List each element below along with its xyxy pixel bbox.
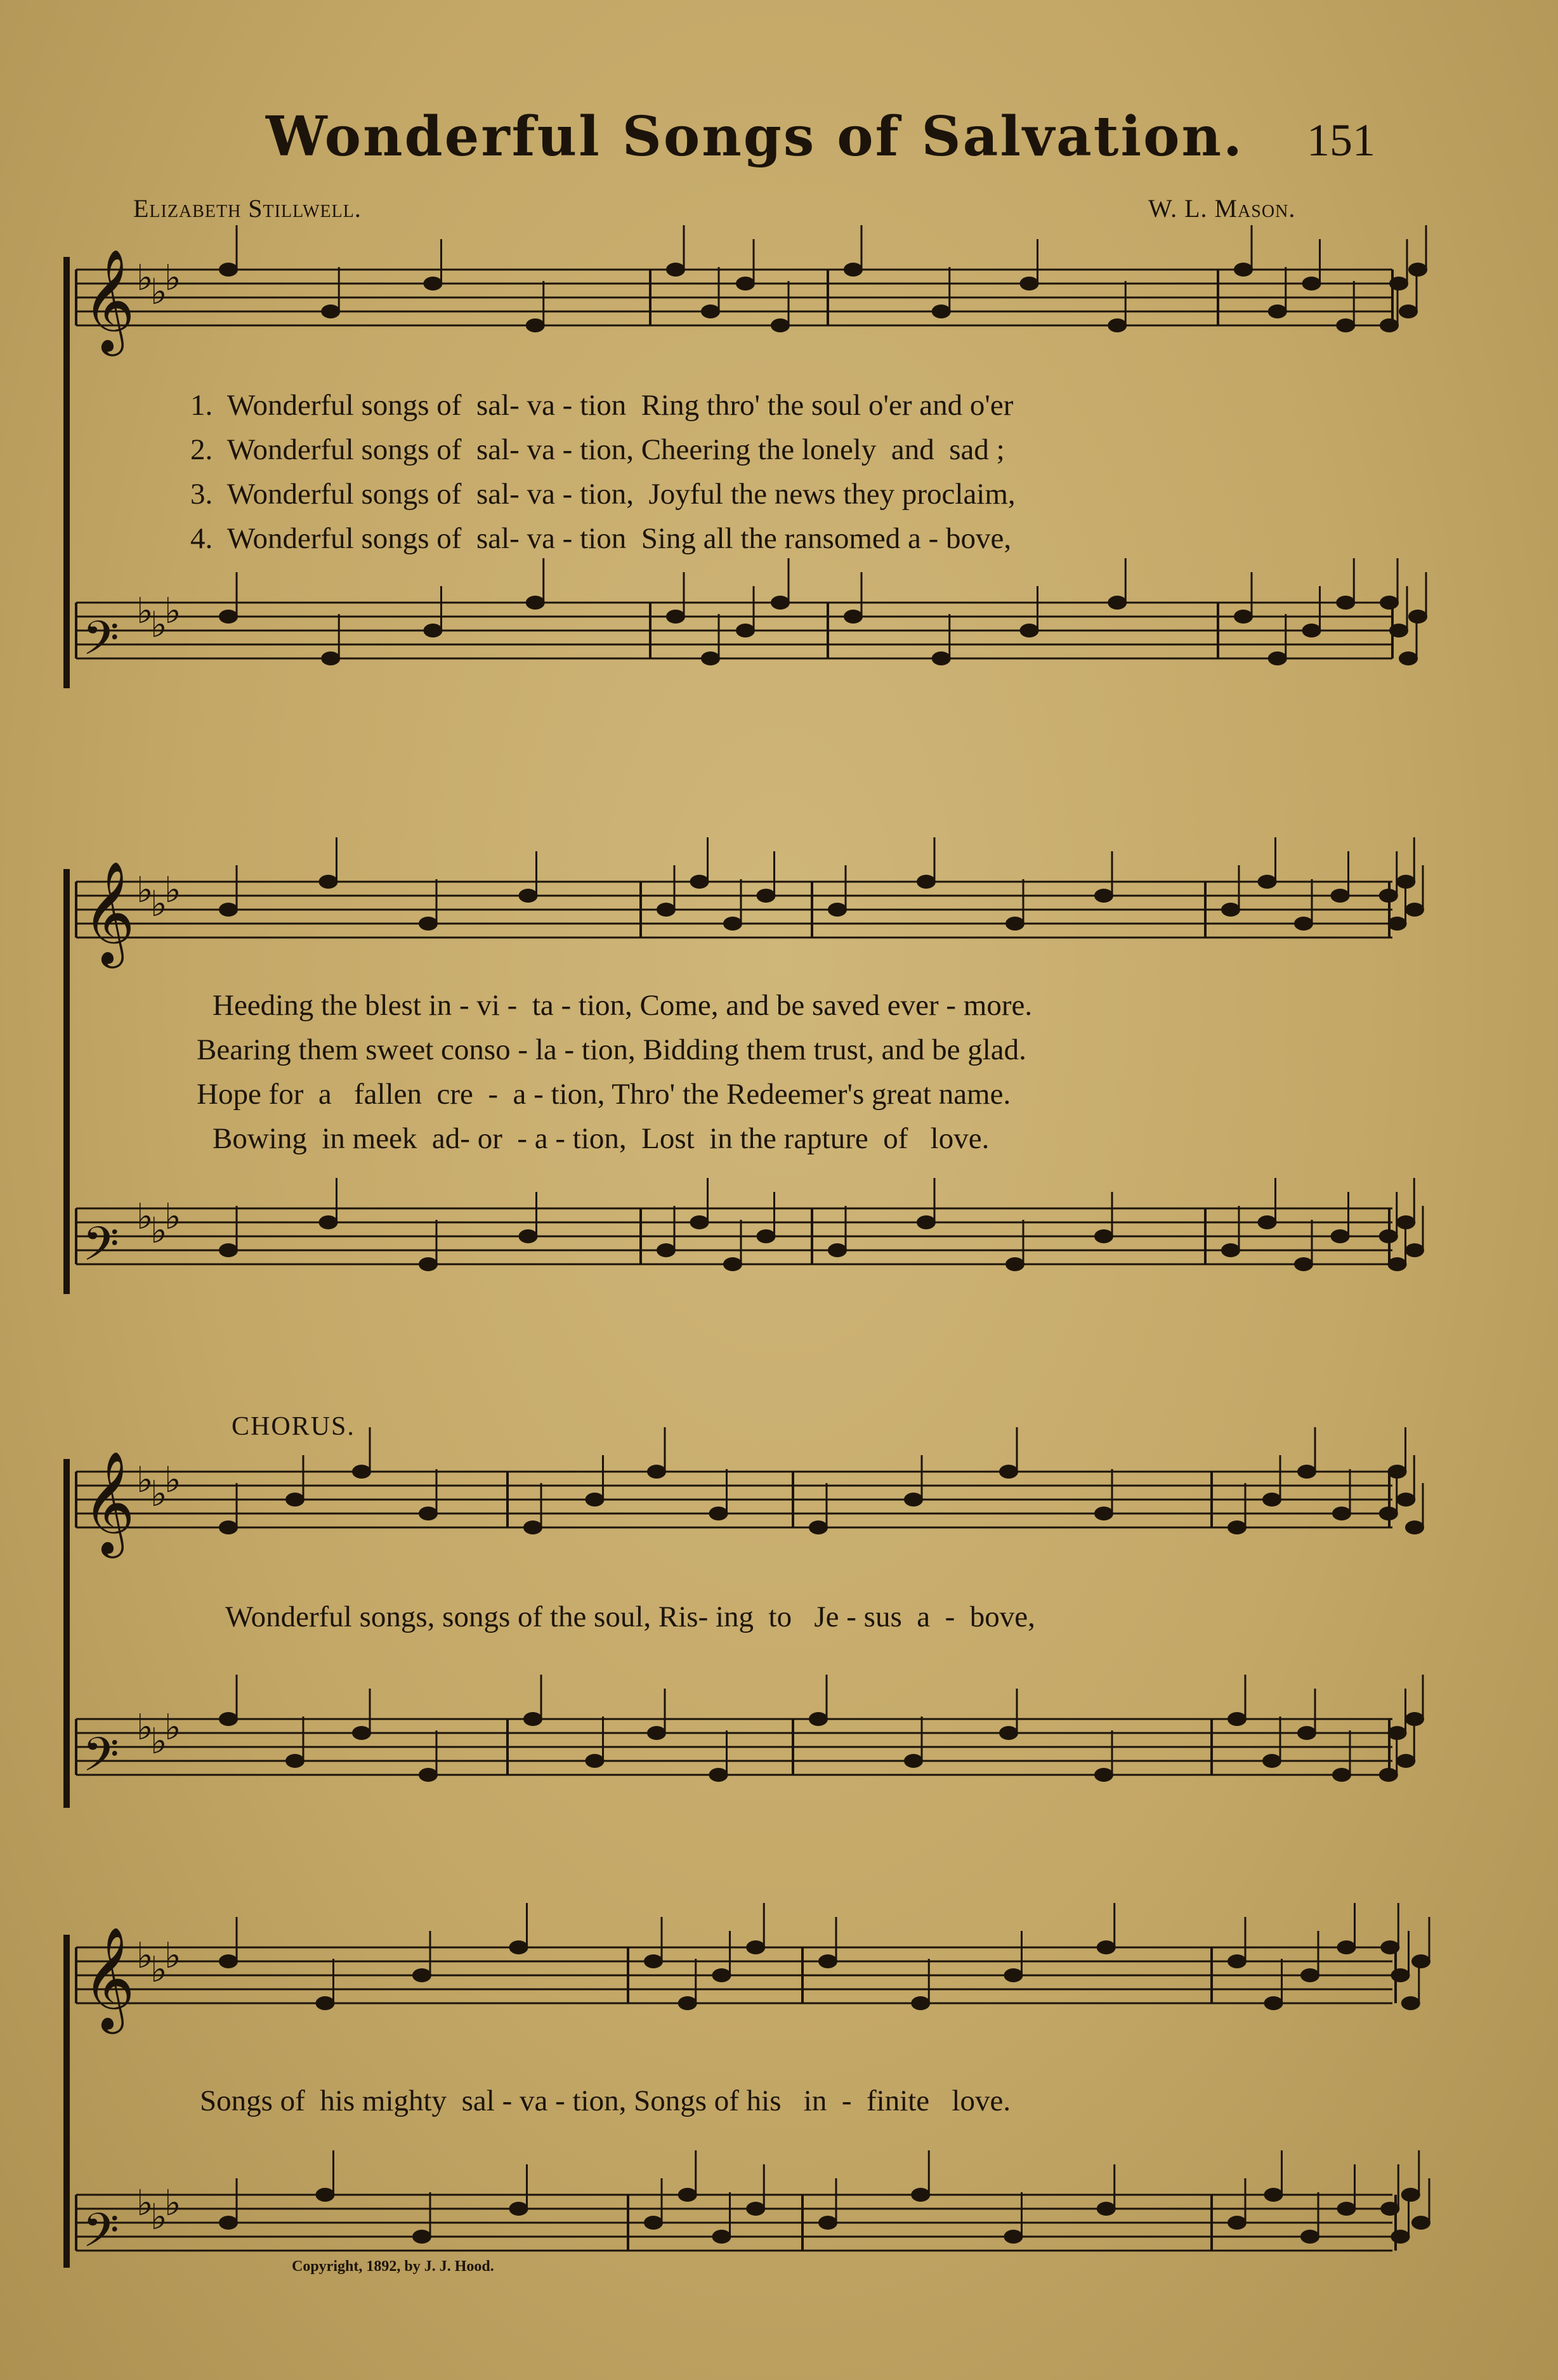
note-head [1336,596,1355,610]
note-head [1262,1493,1281,1507]
note-head [1391,2230,1410,2244]
note-head [316,2188,335,2202]
flat-sign: ♭ [164,1707,181,1748]
note-head [999,1465,1018,1479]
note-head [519,889,538,903]
note-head [1094,1768,1113,1782]
note-head [746,1940,765,1954]
note-head [352,1726,371,1740]
note-head [736,277,755,291]
verse-line-4: 4. Wonderful songs of sal- va - tion Sing all the ransomed a - bove, [190,522,1012,555]
note-head [316,1996,335,2010]
note-head [690,1215,709,1229]
flat-sign: ♭ [136,1196,154,1238]
flat-sign: ♭ [150,1474,167,1515]
note-head [526,596,545,610]
note-head [1391,1968,1410,1982]
note-head [818,2216,837,2230]
note-head [1389,624,1408,638]
note-head [678,2188,697,2202]
note-head [1396,1754,1415,1768]
note-head [1221,903,1240,917]
note-head [1227,1954,1247,1968]
note-head [219,1243,238,1257]
verse-line-2: 2. Wonderful songs of sal- va - tion, Cheering the lonely and sad ; [190,433,1005,466]
note-head [644,2216,663,2230]
note-head [219,1712,238,1726]
note-head [999,1726,1018,1740]
note-head [419,1768,438,1782]
note-head [1094,1507,1113,1520]
note-head [709,1507,728,1520]
note-head [1221,1243,1240,1257]
verse-cont-line-1: Heeding the blest in - vi - ta - tion, Come, and be saved ever - more. [213,989,1033,1022]
note-head [1108,596,1127,610]
note-head [1227,2216,1247,2230]
note-head [586,1754,605,1768]
flat-sign: ♭ [150,1949,167,1991]
verse-line-1: 1. Wonderful songs of sal- va - tion Ring thro' the soul o'er and o'er [190,389,1014,422]
flat-sign: ♭ [164,591,181,632]
note-head [419,917,438,931]
note-head [1268,304,1287,318]
note-head [709,1768,728,1782]
flat-sign: ♭ [136,1935,154,1977]
note-head [657,1243,676,1257]
note-head [219,1954,238,1968]
flat-sign: ♭ [136,258,154,299]
note-head [1396,1493,1415,1507]
note-head [523,1712,542,1726]
note-head [285,1493,304,1507]
note-head [1005,917,1024,931]
note-head [736,624,755,638]
note-head [319,875,338,889]
note-head [1227,1712,1247,1726]
note-head [1401,1996,1420,2010]
note-head [1379,1768,1398,1782]
note-head [1097,2202,1116,2216]
flat-sign: ♭ [164,870,181,911]
composer-credit: W. L. Mason. [1148,194,1296,223]
note-head [1379,1229,1398,1243]
note-head [1258,1215,1277,1229]
note-head [904,1493,923,1507]
note-head [1380,318,1399,332]
flat-sign: ♭ [136,1707,154,1748]
note-head [647,1726,666,1740]
note-head [1268,651,1287,665]
page-number: 151 [1307,115,1375,166]
note-head [809,1520,828,1534]
flat-sign: ♭ [164,1460,181,1501]
note-head [285,1754,304,1768]
note-head [412,2230,431,2244]
note-head [219,1520,238,1534]
note-head [1108,318,1127,332]
note-head [1380,1940,1399,1954]
note-head [1399,304,1418,318]
note-head [1234,610,1253,624]
note-head [586,1493,605,1507]
note-head [844,610,863,624]
note-head [1262,1754,1281,1768]
note-head [321,304,340,318]
note-head [1379,889,1398,903]
note-head [911,1996,930,2010]
note-head [219,2216,238,2230]
treble-clef: 𝄞 [82,1451,135,1554]
note-head [1408,610,1427,624]
note-head [809,1712,828,1726]
note-head [1380,596,1399,610]
note-head [1401,2188,1420,2202]
note-head [523,1520,542,1534]
note-head [419,1257,438,1271]
note-head [1004,1968,1023,1982]
note-head [818,1954,837,1968]
flat-sign: ♭ [150,271,167,313]
page-title: Wonderful Songs of Salvation. [266,105,1244,169]
flat-sign: ♭ [150,1210,167,1252]
note-head [519,1229,538,1243]
verse-cont-line-4: Bowing in meek ad- or - a - tion, Lost in the rapture of love. [213,1122,990,1155]
treble-clef: 𝄞 [82,249,135,352]
note-head [1264,2188,1283,2202]
note-head [1234,263,1253,277]
note-head [1332,1768,1351,1782]
note-head [723,917,742,931]
note-head [1388,1257,1407,1271]
note-head [1227,1520,1247,1534]
note-head [647,1465,666,1479]
flat-sign: ♭ [136,2183,154,2224]
note-head [712,2230,731,2244]
note-head [1294,917,1313,931]
flat-sign: ♭ [150,605,167,646]
bass-clef: 𝄢 [82,2203,119,2270]
note-head [1294,1257,1313,1271]
note-head [666,263,685,277]
note-head [771,318,790,332]
note-head [1399,651,1418,665]
note-head [1264,1996,1283,2010]
verse-line-3: 3. Wonderful songs of sal- va - tion, Joyful the news they proclaim, [190,478,1016,511]
note-head [1336,318,1355,332]
note-head [1388,917,1407,931]
note-head [1331,889,1350,903]
flat-sign: ♭ [164,258,181,299]
note-head [911,2188,930,2202]
flat-sign: ♭ [150,884,167,925]
note-head [1005,1257,1024,1271]
note-head [1300,2230,1319,2244]
note-head [509,1940,528,1954]
note-head [723,1257,742,1271]
note-head [509,2202,528,2216]
note-head [219,903,238,917]
chorus-line-2: Songs of his mighty sal - va - tion, Songs of his in - finite love. [200,2084,1011,2117]
note-head [321,651,340,665]
note-head [771,596,790,610]
note-head [917,875,936,889]
note-head [1332,1507,1351,1520]
flat-sign: ♭ [150,1721,167,1762]
note-head [1302,624,1321,638]
note-head [701,304,720,318]
note-head [757,1229,776,1243]
flat-sign: ♭ [164,1196,181,1238]
verse-cont-line-3: Hope for a fallen cre - a - tion, Thro' the Redeemer's great name. [197,1078,1011,1111]
chorus-line-1: Wonderful songs, songs of the soul, Ris- ing to Je - sus a - bove, [225,1600,1035,1633]
note-head [828,903,847,917]
note-head [1337,2202,1356,2216]
note-head [828,1243,847,1257]
note-head [1337,1940,1356,1954]
note-head [1411,2216,1430,2230]
note-head [526,318,545,332]
note-head [219,263,238,277]
flat-sign: ♭ [164,2183,181,2224]
note-head [1405,1520,1424,1534]
note-head [1331,1229,1350,1243]
flat-sign: ♭ [136,1460,154,1501]
note-head [904,1754,923,1768]
note-head [1302,277,1321,291]
note-head [917,1215,936,1229]
note-head [1405,903,1424,917]
bass-clef: 𝄢 [82,1217,119,1283]
flat-sign: ♭ [164,1935,181,1977]
note-head [1020,277,1039,291]
note-head [419,1507,438,1520]
note-head [666,610,685,624]
treble-clef: 𝄞 [82,861,135,964]
note-head [701,651,720,665]
note-head [352,1465,371,1479]
note-head [1411,1954,1430,1968]
note-head [690,875,709,889]
note-head [746,2202,765,2216]
note-head [1094,1229,1113,1243]
note-head [1380,2202,1399,2216]
note-head [1094,889,1113,903]
note-head [1258,875,1277,889]
note-head [1389,277,1408,291]
note-head [412,1968,431,1982]
note-head [1297,1465,1316,1479]
bass-clef: 𝄢 [82,611,119,677]
note-head [644,1954,663,1968]
note-head [219,610,238,624]
treble-clef: 𝄞 [82,1926,135,2030]
flat-sign: ♭ [150,2197,167,2238]
note-head [712,1968,731,1982]
verse-cont-line-2: Bearing them sweet conso - la - tion, Bidding them trust, and be glad. [197,1033,1026,1066]
lyricist-credit: Elizabeth Stillwell. [133,194,362,223]
note-head [424,624,443,638]
flat-sign: ♭ [136,870,154,911]
note-head [1405,1243,1424,1257]
note-head [1379,1507,1398,1520]
note-head [932,304,951,318]
chorus-label: CHORUS. [232,1412,355,1441]
note-head [1020,624,1039,638]
note-head [757,889,776,903]
note-head [1297,1726,1316,1740]
copyright-notice: Copyright, 1892, by J. J. Hood. [292,2258,494,2275]
note-head [1300,1968,1319,1982]
note-head [319,1215,338,1229]
note-head [678,1996,697,2010]
bass-clef: 𝄢 [82,1727,119,1794]
note-head [1004,2230,1023,2244]
note-head [1097,1940,1116,1954]
note-head [844,263,863,277]
flat-sign: ♭ [136,591,154,632]
note-head [424,277,443,291]
note-head [1408,263,1427,277]
note-head [657,903,676,917]
note-head [932,651,951,665]
